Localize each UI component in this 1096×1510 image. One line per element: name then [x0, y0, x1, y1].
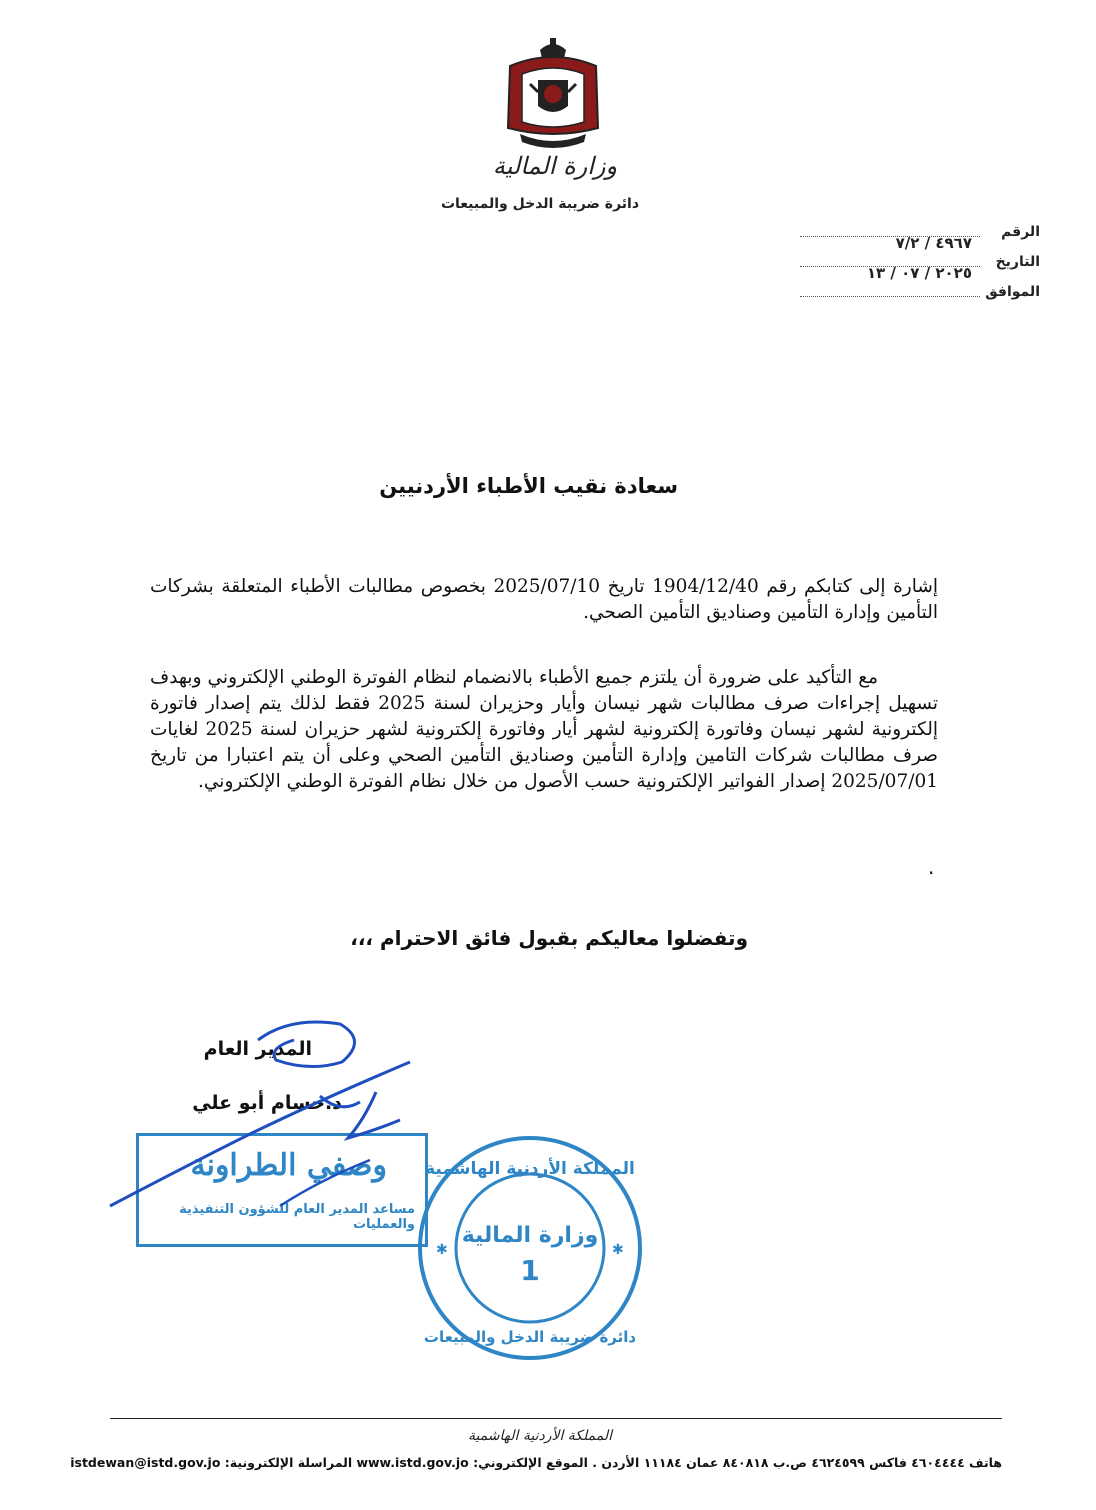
- reference-date-label: التاريخ: [995, 254, 1040, 270]
- stamp-official-role: مساعد المدير العام للشؤون التنفيذية والعمليات: [179, 1202, 415, 1232]
- footer-divider: [110, 1418, 1002, 1419]
- svg-text:دائرة ضريبة الدخل والمبيعات: دائرة ضريبة الدخل والمبيعات: [423, 1328, 637, 1346]
- reference-hijri-label: الموافق: [985, 284, 1040, 300]
- svg-text:✱: ✱: [436, 1242, 448, 1258]
- svg-text:✱: ✱: [612, 1242, 624, 1258]
- reference-date-row: [800, 252, 1050, 282]
- reference-block: [800, 222, 1050, 312]
- department-title: دائرة ضريبة الدخل والمبيعات: [440, 196, 640, 212]
- svg-text:وزارة المالية: وزارة المالية: [461, 1223, 599, 1248]
- addressee: سعادة نقيب الأطباء الأردنيين: [379, 474, 678, 498]
- footer-kingdom: المملكة الأردنية الهاشمية: [467, 1428, 613, 1444]
- stamp-official-name: وصفي الطراونة: [190, 1148, 387, 1183]
- reference-number-value: ٤٩٦٧ / ٧/٢: [895, 234, 972, 252]
- svg-text:1: 1: [520, 1254, 540, 1287]
- svg-text:المملكة الأردنية الهاشمية: المملكة الأردنية الهاشمية: [425, 1159, 635, 1179]
- reference-number-label: الرقم: [1001, 224, 1040, 240]
- footer-contact: هاتف ٤٦٠٤٤٤٤ فاكس ٤٦٢٤٥٩٩ ص.ب ٨٤٠٨١٨ عمان ١١١٨٤ الأردن . الموقع الإلكتروني: www.istd.gov.jo المراسلة الإلكترونية: istdewan@istd.gov.jo: [70, 1455, 1002, 1470]
- signer-name: د.حسام أبو علي: [192, 1092, 342, 1114]
- paragraph-reference: إشارة إلى كتابكم رقم 1904/12/40 تاريخ 2025/07/10 بخصوص مطالبات الأطباء المتعلقة بشركات التأمين وإدارة التأمين وصناديق التأمين الصحي.: [150, 576, 938, 623]
- reference-hijri-row: [800, 282, 1050, 312]
- stray-mark: .: [928, 855, 935, 879]
- paragraph-instructions: مع التأكيد على ضرورة أن يلتزم جميع الأطباء بالانضمام لنظام الفوترة الوطني الإلكتروني وبهدف تسهيل إجراءات صرف مطالبات شهر نيسان وأيار وحزيران لسنة 2025 فقط لذلك يتم إصدار فاتورة إلكترونية لشهر نيسان وفاتورة إلكترونية لشهر أيار وفاتورة إلكترونية لشهر حزيران لسنة 2025 لغايات صرف مطالبات شركات التامين وإدارة التأمين وصناديق التأمين الصحي وعلى أن يتم اعتبارا من تاريخ 2025/07/01 إصدار الفواتير الإلكترونية حسب الأصول من خلال نظام الفوترة الوطني الإلكتروني.: [150, 667, 938, 792]
- ministry-title: وزارة المالية: [492, 152, 618, 180]
- ministry-round-seal: [412, 1130, 648, 1366]
- reference-number-row: [800, 222, 1050, 252]
- closing-line: وتفضلوا معاليكم بقبول فائق الاحترام ،،،: [350, 926, 748, 950]
- handwritten-signature: [80, 1010, 440, 1210]
- reference-date-value: ٢٠٢٥ / ٠٧ / ١٣: [866, 264, 972, 282]
- signer-title: المدير العام: [203, 1038, 312, 1060]
- reference-hijri-line: [800, 296, 980, 297]
- jordan-coat-of-arms-icon: [500, 36, 606, 152]
